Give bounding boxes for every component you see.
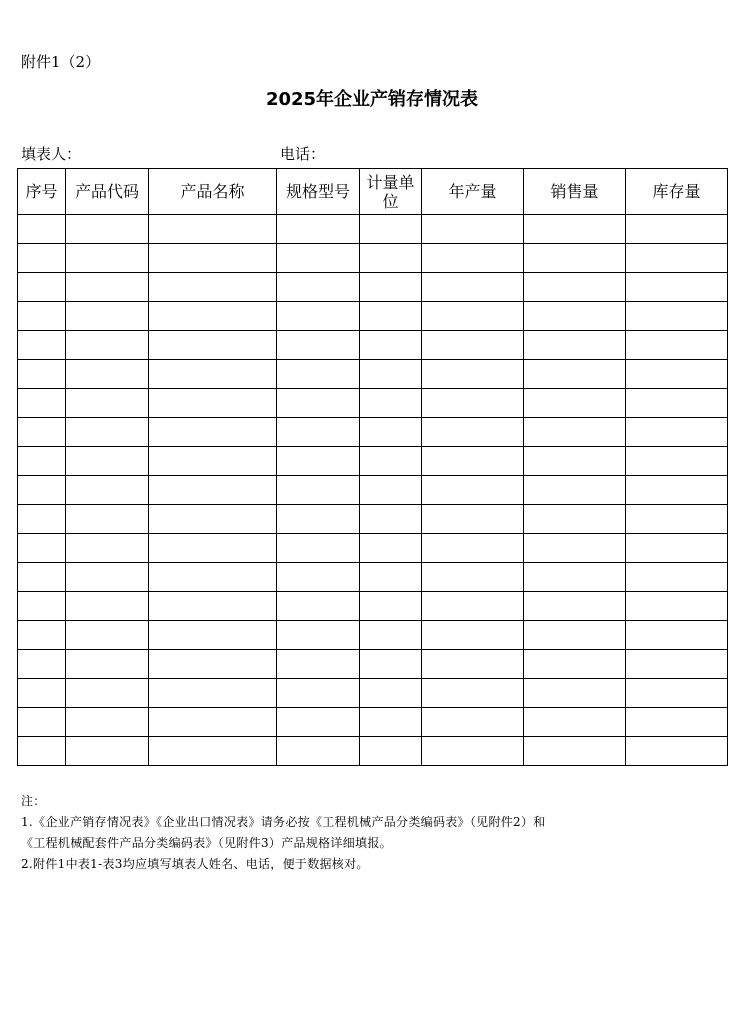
table-cell[interactable]	[524, 331, 626, 360]
column-header-product-code: 产品代码	[66, 169, 149, 215]
table-cell[interactable]	[422, 418, 524, 447]
table-cell[interactable]	[66, 621, 149, 650]
table-cell[interactable]	[626, 273, 728, 302]
table-cell[interactable]	[277, 476, 360, 505]
table-cell[interactable]	[277, 534, 360, 563]
column-header-serial: 序号	[18, 169, 66, 215]
table-cell[interactable]	[66, 273, 149, 302]
table-cell[interactable]	[18, 534, 66, 563]
table-cell[interactable]	[277, 418, 360, 447]
table-cell[interactable]	[18, 418, 66, 447]
table-cell[interactable]	[277, 244, 360, 273]
table-cell[interactable]	[626, 476, 728, 505]
table-cell[interactable]	[360, 737, 422, 766]
table-cell[interactable]	[422, 244, 524, 273]
table-cell[interactable]	[422, 331, 524, 360]
table-cell[interactable]	[66, 476, 149, 505]
table-cell[interactable]	[360, 273, 422, 302]
table-cell[interactable]	[149, 215, 277, 244]
page-title: 2025年企业产销存情况表	[265, 89, 479, 110]
table-cell[interactable]	[277, 389, 360, 418]
table-cell[interactable]	[277, 273, 360, 302]
table-row	[18, 679, 728, 708]
table-cell[interactable]	[626, 592, 728, 621]
table-cell[interactable]	[360, 708, 422, 737]
table-cell[interactable]	[524, 215, 626, 244]
table-cell[interactable]	[422, 563, 524, 592]
table-cell[interactable]	[360, 563, 422, 592]
table-cell[interactable]	[18, 708, 66, 737]
table-cell[interactable]	[626, 737, 728, 766]
table-cell[interactable]	[66, 244, 149, 273]
table-cell[interactable]	[66, 447, 149, 476]
table-cell[interactable]	[277, 592, 360, 621]
table-cell[interactable]	[18, 302, 66, 331]
table-row	[18, 273, 728, 302]
table-row	[18, 389, 728, 418]
notes-heading: 注：	[21, 794, 46, 808]
table-row	[18, 447, 728, 476]
table-cell[interactable]	[360, 534, 422, 563]
table-row	[18, 592, 728, 621]
table-cell[interactable]	[360, 215, 422, 244]
filler-label: 填表人：	[21, 145, 82, 163]
table-cell[interactable]	[360, 418, 422, 447]
table-cell[interactable]	[422, 476, 524, 505]
table-cell[interactable]	[422, 447, 524, 476]
table-cell[interactable]	[422, 534, 524, 563]
table-cell[interactable]	[524, 505, 626, 534]
table-cell[interactable]	[18, 389, 66, 418]
table-cell[interactable]	[524, 273, 626, 302]
table-cell[interactable]	[626, 679, 728, 708]
table-cell[interactable]	[66, 534, 149, 563]
table-cell[interactable]	[524, 534, 626, 563]
note-line-1-continued: 《工程机械配套件产品分类编码表》（见附件3）产品规格详细填报。	[21, 836, 392, 850]
table-row	[18, 418, 728, 447]
table-cell[interactable]	[626, 331, 728, 360]
table-cell[interactable]	[18, 476, 66, 505]
table-cell[interactable]	[626, 505, 728, 534]
table-cell[interactable]	[18, 360, 66, 389]
table-cell[interactable]	[422, 302, 524, 331]
table-cell[interactable]	[18, 244, 66, 273]
table-cell[interactable]	[66, 389, 149, 418]
table-cell[interactable]	[626, 360, 728, 389]
table-row	[18, 505, 728, 534]
table-cell[interactable]	[66, 679, 149, 708]
table-row	[18, 360, 728, 389]
column-header-inventory: 库存量	[626, 169, 728, 215]
table-cell[interactable]	[360, 650, 422, 679]
column-header-spec-model: 规格型号	[277, 169, 360, 215]
table-cell[interactable]	[360, 244, 422, 273]
table-cell[interactable]	[626, 215, 728, 244]
table-cell[interactable]	[18, 447, 66, 476]
table-cell[interactable]	[524, 737, 626, 766]
table-cell[interactable]	[422, 360, 524, 389]
table-cell[interactable]	[18, 273, 66, 302]
table-row	[18, 215, 728, 244]
table-cell[interactable]	[149, 476, 277, 505]
table-header-row	[18, 169, 728, 215]
table-row	[18, 476, 728, 505]
table-cell[interactable]	[277, 447, 360, 476]
table-cell[interactable]	[524, 708, 626, 737]
table-cell[interactable]	[360, 476, 422, 505]
table-cell[interactable]	[277, 563, 360, 592]
table-cell[interactable]	[149, 534, 277, 563]
phone-label: 电话：	[280, 145, 326, 163]
table-cell[interactable]	[66, 650, 149, 679]
table-cell[interactable]	[18, 650, 66, 679]
table-cell[interactable]	[524, 650, 626, 679]
table-cell[interactable]	[422, 215, 524, 244]
table-cell[interactable]	[18, 563, 66, 592]
table-cell[interactable]	[360, 302, 422, 331]
table-cell[interactable]	[149, 389, 277, 418]
table-cell[interactable]	[422, 679, 524, 708]
table-cell[interactable]	[626, 621, 728, 650]
table-cell[interactable]	[149, 273, 277, 302]
table-cell[interactable]	[66, 737, 149, 766]
table-cell[interactable]	[626, 534, 728, 563]
table-cell[interactable]	[18, 679, 66, 708]
table-cell[interactable]	[149, 447, 277, 476]
table-cell[interactable]	[524, 563, 626, 592]
table-cell[interactable]	[524, 447, 626, 476]
table-cell[interactable]	[360, 447, 422, 476]
table-cell[interactable]	[149, 360, 277, 389]
table-cell[interactable]	[626, 563, 728, 592]
table-cell[interactable]	[360, 389, 422, 418]
table-cell[interactable]	[66, 708, 149, 737]
attachment-label: 附件1（2）	[21, 53, 101, 71]
column-header-product-name: 产品名称	[149, 169, 277, 215]
table-cell[interactable]	[277, 650, 360, 679]
table-cell[interactable]	[524, 244, 626, 273]
table-cell[interactable]	[149, 302, 277, 331]
table-cell[interactable]	[149, 331, 277, 360]
table-cell[interactable]	[626, 302, 728, 331]
column-header-annual-output: 年产量	[422, 169, 524, 215]
table-row	[18, 708, 728, 737]
table-cell[interactable]	[524, 389, 626, 418]
table-cell[interactable]	[524, 360, 626, 389]
table-cell[interactable]	[277, 621, 360, 650]
table-cell[interactable]	[422, 389, 524, 418]
production-sales-inventory-table	[17, 168, 728, 766]
table-cell[interactable]	[360, 679, 422, 708]
table-cell[interactable]	[626, 389, 728, 418]
table-cell[interactable]	[277, 708, 360, 737]
table-cell[interactable]	[277, 331, 360, 360]
table-cell[interactable]	[66, 505, 149, 534]
table-cell[interactable]	[626, 650, 728, 679]
table-cell[interactable]	[524, 621, 626, 650]
table-cell[interactable]	[277, 360, 360, 389]
table-cell[interactable]	[277, 302, 360, 331]
table-cell[interactable]	[149, 708, 277, 737]
table-cell[interactable]	[66, 331, 149, 360]
table-cell[interactable]	[626, 708, 728, 737]
table-cell[interactable]	[422, 621, 524, 650]
table-cell[interactable]	[66, 563, 149, 592]
table-cell[interactable]	[18, 505, 66, 534]
table-cell[interactable]	[277, 215, 360, 244]
table-cell[interactable]	[66, 418, 149, 447]
table-cell[interactable]	[422, 708, 524, 737]
table-cell[interactable]	[626, 447, 728, 476]
table-cell[interactable]	[422, 737, 524, 766]
table-row	[18, 244, 728, 273]
table-cell[interactable]	[524, 418, 626, 447]
table-cell[interactable]	[18, 592, 66, 621]
table-cell[interactable]	[18, 737, 66, 766]
table-cell[interactable]	[626, 244, 728, 273]
table-cell[interactable]	[18, 331, 66, 360]
note-line-1: 1.《企业产销存情况表》《企业出口情况表》请务必按《工程机械产品分类编码表》（见附件2）和	[21, 815, 546, 829]
table-cell[interactable]	[18, 215, 66, 244]
table-cell[interactable]	[66, 592, 149, 621]
table-cell[interactable]	[360, 360, 422, 389]
table-cell[interactable]	[149, 650, 277, 679]
table-cell[interactable]	[277, 505, 360, 534]
table-cell[interactable]	[626, 418, 728, 447]
table-cell[interactable]	[524, 679, 626, 708]
table-cell[interactable]	[360, 505, 422, 534]
table-cell[interactable]	[149, 592, 277, 621]
table-cell[interactable]	[149, 563, 277, 592]
table-cell[interactable]	[524, 302, 626, 331]
table-row	[18, 331, 728, 360]
table-row	[18, 737, 728, 766]
notes-section	[21, 791, 736, 875]
table-cell[interactable]	[422, 650, 524, 679]
table-cell[interactable]	[149, 244, 277, 273]
table-cell[interactable]	[360, 592, 422, 621]
table-cell[interactable]	[277, 679, 360, 708]
table-cell[interactable]	[360, 331, 422, 360]
table-cell[interactable]	[524, 476, 626, 505]
table-row	[18, 621, 728, 650]
table-body	[18, 215, 728, 766]
column-header-sales-volume: 销售量	[524, 169, 626, 215]
table-cell[interactable]	[149, 505, 277, 534]
table-row	[18, 563, 728, 592]
table-cell[interactable]	[360, 621, 422, 650]
table-cell[interactable]	[149, 737, 277, 766]
table-cell[interactable]	[66, 360, 149, 389]
table-row	[18, 534, 728, 563]
table-cell[interactable]	[149, 621, 277, 650]
table-row	[18, 302, 728, 331]
column-header-unit: 计量单位	[360, 169, 422, 215]
table-cell[interactable]	[277, 737, 360, 766]
table-cell[interactable]	[422, 592, 524, 621]
table-cell[interactable]	[524, 592, 626, 621]
table-cell[interactable]	[422, 505, 524, 534]
table-cell[interactable]	[66, 302, 149, 331]
table-cell[interactable]	[149, 679, 277, 708]
table-cell[interactable]	[66, 215, 149, 244]
table-cell[interactable]	[18, 621, 66, 650]
table-row	[18, 650, 728, 679]
table-cell[interactable]	[422, 273, 524, 302]
table-cell[interactable]	[149, 418, 277, 447]
note-line-2: 2.附件1中表1-表3均应填写填表人姓名、电话，便于数据核对。	[21, 857, 369, 871]
